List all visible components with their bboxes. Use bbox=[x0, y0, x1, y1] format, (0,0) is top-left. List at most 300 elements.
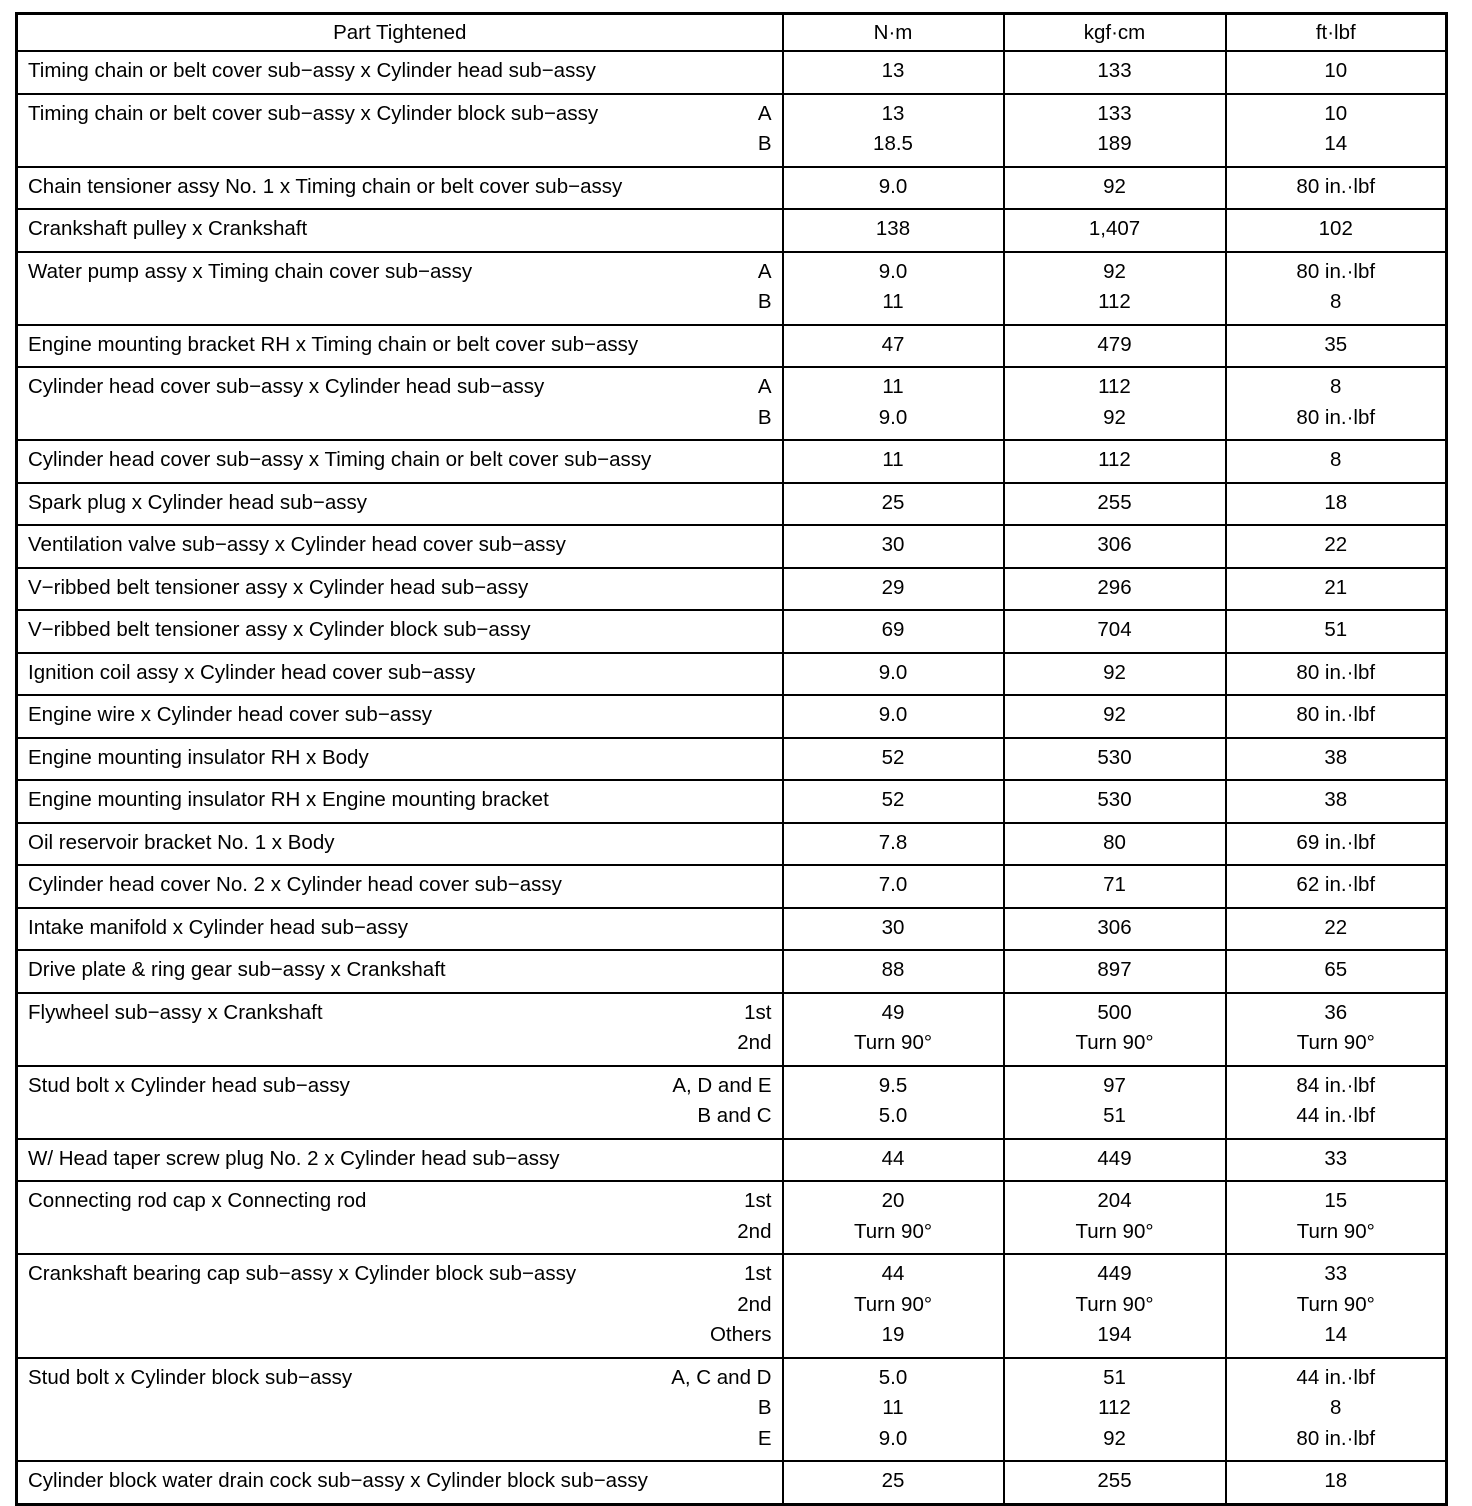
ft-lbf-value-cell bbox=[1226, 823, 1447, 866]
nm-value: 138 bbox=[875, 217, 911, 240]
ft-lbf-value: 62 in.·lbf bbox=[1296, 873, 1376, 896]
kgf-cm-value: 897 bbox=[1097, 958, 1132, 981]
nm-value: Turn 90° bbox=[853, 1031, 933, 1054]
part-name: Connecting rod cap x Connecting rod bbox=[28, 1189, 367, 1212]
kgf-cm-value-cell bbox=[1004, 823, 1226, 866]
ft-lbf-value-cell bbox=[1226, 94, 1447, 167]
part-name: Ventilation valve sub−assy x Cylinder head cover sub−assy bbox=[28, 533, 566, 556]
part-cell bbox=[17, 653, 783, 696]
part-cell bbox=[17, 1358, 783, 1462]
kgf-cm-value-cell bbox=[1004, 695, 1226, 738]
ft-lbf-value-cell bbox=[1226, 367, 1447, 440]
kgf-cm-value: 449 bbox=[1097, 1262, 1132, 1285]
ft-lbf-value: 14 bbox=[1324, 132, 1348, 155]
ft-lbf-value: 44 in.·lbf bbox=[1296, 1104, 1376, 1127]
kgf-cm-value: 133 bbox=[1097, 59, 1132, 82]
part-name: Engine mounting insulator RH x Engine mounting bracket bbox=[28, 788, 549, 811]
nm-value-cell bbox=[783, 167, 1004, 210]
ft-lbf-value: Turn 90° bbox=[1296, 1219, 1375, 1243]
kgf-cm-value-cell bbox=[1004, 993, 1226, 1066]
condition-label: B bbox=[757, 1396, 772, 1419]
kgf-cm-value-cell bbox=[1004, 865, 1226, 908]
kgf-cm-value-cell bbox=[1004, 1181, 1226, 1254]
table-row bbox=[17, 653, 1447, 696]
kgf-cm-value: 530 bbox=[1097, 788, 1132, 811]
table-body bbox=[17, 51, 1447, 1504]
table-row bbox=[17, 1181, 1447, 1254]
nm-value: 69 bbox=[881, 618, 905, 641]
ft-lbf-value-cell bbox=[1226, 1139, 1447, 1182]
ft-lbf-value: 33 bbox=[1324, 1146, 1348, 1170]
kgf-cm-value: 133 bbox=[1097, 101, 1132, 125]
kgf-cm-value: 112 bbox=[1098, 1396, 1131, 1419]
kgf-cm-value: 255 bbox=[1097, 490, 1132, 514]
ft-lbf-value: 10 bbox=[1324, 59, 1348, 82]
condition-label: B bbox=[757, 132, 772, 155]
nm-value: 29 bbox=[881, 575, 905, 599]
table-row bbox=[17, 1254, 1447, 1358]
ft-lbf-value: 8 bbox=[1330, 290, 1342, 313]
kgf-cm-value: Turn 90° bbox=[1075, 1219, 1154, 1243]
ft-lbf-value-cell bbox=[1226, 209, 1447, 252]
part-name: Chain tensioner assy No. 1 x Timing chain or belt cover sub−assy bbox=[28, 174, 623, 198]
nm-value-cell bbox=[783, 993, 1004, 1066]
table-row bbox=[17, 908, 1447, 951]
ft-lbf-value: 80 in.·lbf bbox=[1296, 174, 1376, 198]
nm-value-cell bbox=[783, 1461, 1004, 1504]
ft-lbf-value: 44 in.·lbf bbox=[1296, 1365, 1376, 1389]
table-row bbox=[17, 695, 1447, 738]
table-row bbox=[17, 440, 1447, 483]
condition-label: 2nd bbox=[737, 1292, 772, 1316]
nm-value: 9.0 bbox=[878, 405, 908, 429]
nm-value-cell bbox=[783, 1358, 1004, 1462]
ft-lbf-value: 21 bbox=[1324, 575, 1348, 599]
nm-value: 11 bbox=[882, 290, 904, 313]
part-cell bbox=[17, 440, 783, 483]
ft-lbf-value: 84 in.·lbf bbox=[1296, 1073, 1376, 1097]
header-row bbox=[17, 14, 1447, 52]
part-cell bbox=[17, 738, 783, 781]
table-row bbox=[17, 252, 1447, 325]
nm-value: 9.0 bbox=[878, 174, 908, 198]
table-row bbox=[17, 167, 1447, 210]
condition-label: 2nd bbox=[737, 1219, 772, 1243]
nm-value: 25 bbox=[881, 1469, 905, 1492]
part-name: Cylinder head cover sub−assy x Timing chain or belt cover sub−assy bbox=[28, 448, 652, 471]
part-name: V−ribbed belt tensioner assy x Cylinder block sub−assy bbox=[28, 618, 531, 641]
part-name: Crankshaft bearing cap sub−assy x Cylinder block sub−assy bbox=[28, 1262, 577, 1285]
ft-lbf-value-cell bbox=[1226, 325, 1447, 368]
condition-label: 1st bbox=[744, 1262, 772, 1285]
kgf-cm-value: 92 bbox=[1103, 174, 1126, 198]
condition-label: E bbox=[757, 1426, 772, 1450]
condition-label: A bbox=[757, 375, 772, 398]
part-cell bbox=[17, 908, 783, 951]
kgf-cm-value: 112 bbox=[1098, 375, 1131, 398]
kgf-cm-value: 92 bbox=[1103, 660, 1126, 684]
condition-list bbox=[758, 372, 772, 433]
nm-value: 88 bbox=[881, 958, 905, 981]
nm-value: 20 bbox=[881, 1189, 905, 1212]
part-cell bbox=[17, 94, 783, 167]
condition-label: A, D and E bbox=[672, 1073, 772, 1097]
kgf-cm-value-cell bbox=[1004, 1254, 1226, 1358]
nm-value: 19 bbox=[881, 1323, 905, 1346]
kgf-cm-value-cell bbox=[1004, 780, 1226, 823]
kgf-cm-value-cell bbox=[1004, 908, 1226, 951]
part-name: Intake manifold x Cylinder head sub−assy bbox=[28, 915, 409, 939]
ft-lbf-value: 15 bbox=[1324, 1189, 1348, 1212]
part-cell bbox=[17, 1066, 783, 1139]
kgf-cm-value: 92 bbox=[1103, 405, 1126, 429]
kgf-cm-value: 530 bbox=[1097, 745, 1132, 769]
part-cell bbox=[17, 1254, 783, 1358]
nm-value: 5.0 bbox=[878, 1365, 908, 1389]
condition-list bbox=[672, 1071, 771, 1132]
part-name: Engine wire x Cylinder head cover sub−assy bbox=[28, 703, 432, 726]
part-cell bbox=[17, 695, 783, 738]
condition-label: Others bbox=[709, 1323, 772, 1346]
nm-value-cell bbox=[783, 865, 1004, 908]
nm-value: 9.5 bbox=[878, 1073, 908, 1097]
ft-lbf-value: 69 in.·lbf bbox=[1296, 830, 1376, 854]
kgf-cm-value: 51 bbox=[1103, 1104, 1126, 1127]
header-part-tightened: Part Tightened bbox=[17, 14, 783, 52]
condition-label: B bbox=[757, 290, 772, 313]
nm-value: 9.0 bbox=[878, 660, 908, 684]
ft-lbf-value: 33 bbox=[1324, 1262, 1348, 1285]
kgf-cm-value: 204 bbox=[1097, 1189, 1132, 1212]
nm-value-cell bbox=[783, 950, 1004, 993]
kgf-cm-value: 92 bbox=[1103, 1426, 1126, 1450]
part-cell bbox=[17, 950, 783, 993]
part-name: Engine mounting bracket RH x Timing chain or belt cover sub−assy bbox=[28, 332, 639, 356]
nm-value: 13 bbox=[881, 59, 905, 82]
ft-lbf-value: 65 bbox=[1324, 958, 1348, 981]
ft-lbf-value-cell bbox=[1226, 950, 1447, 993]
table-row bbox=[17, 865, 1447, 908]
table-row bbox=[17, 483, 1447, 526]
condition-list bbox=[737, 1186, 771, 1247]
ft-lbf-value-cell bbox=[1226, 653, 1447, 696]
kgf-cm-value: 92 bbox=[1103, 703, 1126, 726]
kgf-cm-value-cell bbox=[1004, 950, 1226, 993]
nm-value: 11 bbox=[882, 1396, 904, 1419]
part-cell bbox=[17, 1181, 783, 1254]
table-row bbox=[17, 325, 1447, 368]
kgf-cm-value: 51 bbox=[1103, 1365, 1126, 1389]
kgf-cm-value: 194 bbox=[1097, 1323, 1132, 1346]
part-cell bbox=[17, 610, 783, 653]
torque-table bbox=[15, 12, 1448, 1506]
condition-label: 1st bbox=[744, 1000, 772, 1024]
nm-value-cell bbox=[783, 325, 1004, 368]
table-row bbox=[17, 823, 1447, 866]
nm-value: 25 bbox=[881, 490, 905, 514]
nm-value-cell bbox=[783, 367, 1004, 440]
part-cell bbox=[17, 823, 783, 866]
table-row bbox=[17, 209, 1447, 252]
ft-lbf-value-cell bbox=[1226, 568, 1447, 611]
table-row bbox=[17, 51, 1447, 94]
ft-lbf-value-cell bbox=[1226, 167, 1447, 210]
kgf-cm-value-cell bbox=[1004, 1358, 1226, 1462]
kgf-cm-value: 112 bbox=[1098, 290, 1131, 313]
nm-value-cell bbox=[783, 252, 1004, 325]
ft-lbf-value: 80 in.·lbf bbox=[1296, 259, 1376, 283]
part-name: Timing chain or belt cover sub−assy x Cylinder block sub−assy bbox=[28, 101, 599, 125]
kgf-cm-value-cell bbox=[1004, 51, 1226, 94]
ft-lbf-value: 8 bbox=[1330, 1396, 1342, 1419]
nm-value: 44 bbox=[881, 1146, 905, 1170]
part-cell bbox=[17, 209, 783, 252]
nm-value: Turn 90° bbox=[853, 1292, 933, 1316]
nm-value-cell bbox=[783, 568, 1004, 611]
table-row bbox=[17, 568, 1447, 611]
nm-value: 49 bbox=[881, 1000, 905, 1024]
table-row bbox=[17, 367, 1447, 440]
kgf-cm-value: 71 bbox=[1103, 873, 1126, 896]
kgf-cm-value: 500 bbox=[1097, 1000, 1132, 1024]
ft-lbf-value: 22 bbox=[1324, 533, 1348, 556]
nm-value-cell bbox=[783, 209, 1004, 252]
ft-lbf-value: Turn 90° bbox=[1296, 1031, 1375, 1054]
nm-value: Turn 90° bbox=[853, 1219, 933, 1243]
kgf-cm-value: 97 bbox=[1103, 1073, 1126, 1097]
kgf-cm-value: Turn 90° bbox=[1075, 1292, 1154, 1316]
ft-lbf-value-cell bbox=[1226, 780, 1447, 823]
ft-lbf-value-cell bbox=[1226, 908, 1447, 951]
part-cell bbox=[17, 1461, 783, 1504]
ft-lbf-value: 51 bbox=[1324, 618, 1348, 641]
table-row bbox=[17, 1461, 1447, 1504]
kgf-cm-value: 92 bbox=[1103, 259, 1126, 283]
nm-value: 44 bbox=[881, 1262, 905, 1285]
kgf-cm-value: 296 bbox=[1097, 575, 1132, 599]
ft-lbf-value-cell bbox=[1226, 51, 1447, 94]
part-cell bbox=[17, 865, 783, 908]
ft-lbf-value: 8 bbox=[1330, 448, 1342, 471]
ft-lbf-value-cell bbox=[1226, 993, 1447, 1066]
ft-lbf-value-cell bbox=[1226, 738, 1447, 781]
header-ft-lbf: ft·lbf bbox=[1226, 14, 1447, 52]
kgf-cm-value-cell bbox=[1004, 568, 1226, 611]
table-row bbox=[17, 94, 1447, 167]
condition-label: A bbox=[757, 101, 772, 125]
torque-spec-page bbox=[15, 12, 1448, 1506]
nm-value: 52 bbox=[881, 745, 905, 769]
nm-value: 9.0 bbox=[878, 259, 908, 283]
kgf-cm-value: Turn 90° bbox=[1075, 1031, 1154, 1054]
kgf-cm-value-cell bbox=[1004, 440, 1226, 483]
condition-list bbox=[758, 99, 772, 160]
kgf-cm-value-cell bbox=[1004, 252, 1226, 325]
table-row bbox=[17, 1358, 1447, 1462]
nm-value: 7.8 bbox=[878, 830, 908, 854]
nm-value: 7.0 bbox=[878, 873, 908, 896]
nm-value-cell bbox=[783, 738, 1004, 781]
ft-lbf-value-cell bbox=[1226, 1254, 1447, 1358]
part-cell bbox=[17, 568, 783, 611]
kgf-cm-value-cell bbox=[1004, 653, 1226, 696]
condition-label: 2nd bbox=[737, 1031, 772, 1054]
condition-label: B bbox=[757, 405, 772, 429]
condition-label: 1st bbox=[744, 1189, 772, 1212]
table-row bbox=[17, 780, 1447, 823]
header-kgf-cm: kgf·cm bbox=[1004, 14, 1226, 52]
ft-lbf-value: Turn 90° bbox=[1296, 1292, 1375, 1316]
condition-list bbox=[710, 1259, 772, 1351]
part-name: Cylinder head cover No. 2 x Cylinder head cover sub−assy bbox=[28, 873, 562, 896]
part-name: Ignition coil assy x Cylinder head cover sub−assy bbox=[28, 660, 476, 684]
nm-value-cell bbox=[783, 440, 1004, 483]
part-cell bbox=[17, 367, 783, 440]
nm-value: 30 bbox=[881, 915, 905, 939]
nm-value: 30 bbox=[881, 533, 905, 556]
ft-lbf-value: 8 bbox=[1330, 375, 1342, 398]
nm-value-cell bbox=[783, 483, 1004, 526]
ft-lbf-value-cell bbox=[1226, 1358, 1447, 1462]
nm-value-cell bbox=[783, 1066, 1004, 1139]
table-row bbox=[17, 525, 1447, 568]
part-cell bbox=[17, 325, 783, 368]
table-row bbox=[17, 993, 1447, 1066]
kgf-cm-value: 255 bbox=[1097, 1469, 1132, 1492]
condition-list bbox=[737, 998, 771, 1059]
table-row bbox=[17, 1139, 1447, 1182]
kgf-cm-value-cell bbox=[1004, 525, 1226, 568]
ft-lbf-value-cell bbox=[1226, 1461, 1447, 1504]
kgf-cm-value: 479 bbox=[1097, 332, 1132, 356]
kgf-cm-value-cell bbox=[1004, 167, 1226, 210]
part-name: Cylinder block water drain cock sub−assy x Cylinder block sub−assy bbox=[28, 1469, 648, 1492]
part-name: Cylinder head cover sub−assy x Cylinder head sub−assy bbox=[28, 375, 545, 398]
ft-lbf-value: 38 bbox=[1324, 745, 1348, 769]
ft-lbf-value: 18 bbox=[1324, 1469, 1348, 1492]
kgf-cm-value: 449 bbox=[1097, 1146, 1132, 1170]
ft-lbf-value: 22 bbox=[1324, 915, 1348, 939]
nm-value-cell bbox=[783, 1139, 1004, 1182]
header-nm: N·m bbox=[783, 14, 1004, 52]
part-name: Timing chain or belt cover sub−assy x Cylinder head sub−assy bbox=[28, 59, 596, 82]
part-cell bbox=[17, 1139, 783, 1182]
ft-lbf-value-cell bbox=[1226, 483, 1447, 526]
kgf-cm-value: 189 bbox=[1097, 132, 1132, 155]
ft-lbf-value: 35 bbox=[1324, 332, 1348, 356]
kgf-cm-value: 704 bbox=[1097, 618, 1132, 641]
kgf-cm-value-cell bbox=[1004, 209, 1226, 252]
nm-value: 47 bbox=[881, 332, 905, 356]
part-name: Oil reservoir bracket No. 1 x Body bbox=[28, 830, 335, 854]
ft-lbf-value-cell bbox=[1226, 865, 1447, 908]
kgf-cm-value-cell bbox=[1004, 325, 1226, 368]
part-name: W/ Head taper screw plug No. 2 x Cylinder head sub−assy bbox=[28, 1146, 560, 1170]
kgf-cm-value-cell bbox=[1004, 1066, 1226, 1139]
kgf-cm-value-cell bbox=[1004, 1139, 1226, 1182]
table-row bbox=[17, 738, 1447, 781]
nm-value-cell bbox=[783, 653, 1004, 696]
kgf-cm-value: 1,407 bbox=[1088, 217, 1141, 240]
condition-list bbox=[671, 1363, 771, 1455]
nm-value-cell bbox=[783, 1254, 1004, 1358]
ft-lbf-value-cell bbox=[1226, 440, 1447, 483]
kgf-cm-value: 80 bbox=[1103, 830, 1126, 854]
ft-lbf-value: 18 bbox=[1324, 490, 1348, 514]
part-name: Stud bolt x Cylinder block sub−assy bbox=[28, 1365, 353, 1389]
nm-value: 11 bbox=[882, 448, 904, 471]
ft-lbf-value: 38 bbox=[1324, 788, 1348, 811]
kgf-cm-value-cell bbox=[1004, 738, 1226, 781]
part-cell bbox=[17, 525, 783, 568]
kgf-cm-value-cell bbox=[1004, 94, 1226, 167]
part-name: V−ribbed belt tensioner assy x Cylinder head sub−assy bbox=[28, 575, 529, 599]
condition-label: A, C and D bbox=[671, 1365, 772, 1389]
part-cell bbox=[17, 51, 783, 94]
nm-value: 9.0 bbox=[878, 703, 908, 726]
table-row bbox=[17, 610, 1447, 653]
kgf-cm-value-cell bbox=[1004, 483, 1226, 526]
nm-value-cell bbox=[783, 823, 1004, 866]
ft-lbf-value-cell bbox=[1226, 1181, 1447, 1254]
condition-label: B and C bbox=[697, 1104, 772, 1127]
nm-value-cell bbox=[783, 94, 1004, 167]
nm-value: 13 bbox=[881, 101, 905, 125]
part-cell bbox=[17, 483, 783, 526]
ft-lbf-value-cell bbox=[1226, 525, 1447, 568]
kgf-cm-value-cell bbox=[1004, 610, 1226, 653]
kgf-cm-value: 306 bbox=[1097, 915, 1132, 939]
condition-list bbox=[758, 257, 772, 318]
kgf-cm-value-cell bbox=[1004, 367, 1226, 440]
part-cell bbox=[17, 780, 783, 823]
part-name: Crankshaft pulley x Crankshaft bbox=[28, 217, 308, 240]
ft-lbf-value: 80 in.·lbf bbox=[1296, 1426, 1376, 1450]
nm-value: 9.0 bbox=[878, 1426, 908, 1450]
nm-value: 5.0 bbox=[878, 1104, 908, 1127]
nm-value-cell bbox=[783, 908, 1004, 951]
nm-value-cell bbox=[783, 51, 1004, 94]
ft-lbf-value: 80 in.·lbf bbox=[1296, 660, 1376, 684]
nm-value: 52 bbox=[881, 788, 905, 811]
part-cell bbox=[17, 252, 783, 325]
part-name: Water pump assy x Timing chain cover sub−assy bbox=[28, 259, 473, 283]
part-name: Engine mounting insulator RH x Body bbox=[28, 745, 369, 769]
part-name: Flywheel sub−assy x Crankshaft bbox=[28, 1000, 323, 1024]
ft-lbf-value: 102 bbox=[1318, 217, 1353, 240]
part-name: Spark plug x Cylinder head sub−assy bbox=[28, 490, 368, 514]
condition-label: A bbox=[757, 259, 772, 283]
kgf-cm-value: 306 bbox=[1097, 533, 1132, 556]
ft-lbf-value: 14 bbox=[1324, 1323, 1348, 1346]
table-row bbox=[17, 950, 1447, 993]
part-name: Stud bolt x Cylinder head sub−assy bbox=[28, 1073, 350, 1097]
kgf-cm-value: 112 bbox=[1098, 448, 1131, 471]
ft-lbf-value-cell bbox=[1226, 695, 1447, 738]
ft-lbf-value-cell bbox=[1226, 610, 1447, 653]
kgf-cm-value-cell bbox=[1004, 1461, 1226, 1504]
table-row bbox=[17, 1066, 1447, 1139]
ft-lbf-value: 10 bbox=[1324, 101, 1348, 125]
ft-lbf-value-cell bbox=[1226, 252, 1447, 325]
nm-value: 11 bbox=[882, 375, 904, 398]
nm-value-cell bbox=[783, 525, 1004, 568]
part-name: Drive plate & ring gear sub−assy x Crankshaft bbox=[28, 958, 446, 981]
ft-lbf-value-cell bbox=[1226, 1066, 1447, 1139]
ft-lbf-value: 80 in.·lbf bbox=[1296, 405, 1376, 429]
part-cell bbox=[17, 167, 783, 210]
nm-value-cell bbox=[783, 780, 1004, 823]
